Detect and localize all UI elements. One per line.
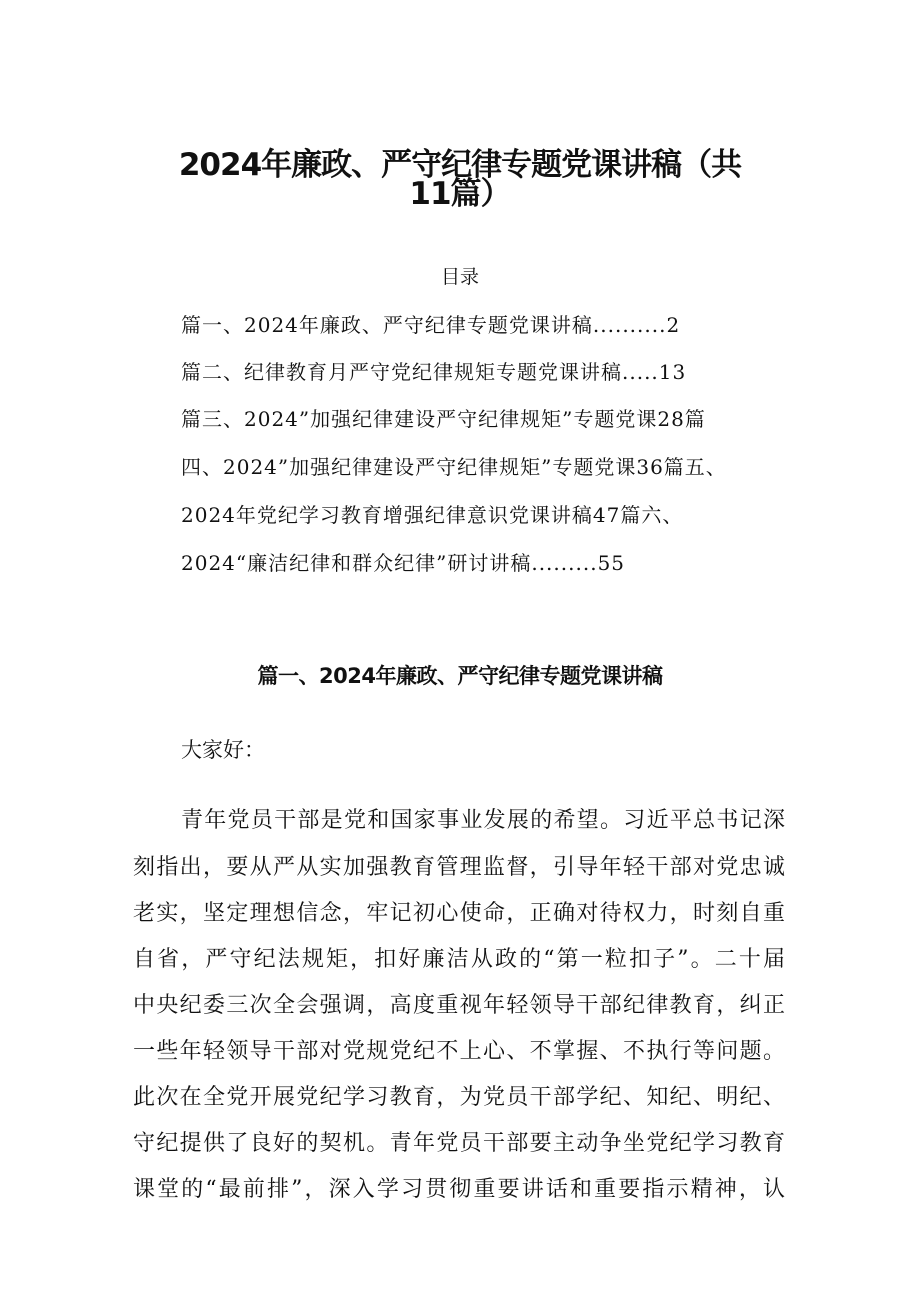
toc-entry: 2024年党纪学习教育增强纪律意识党课讲稿47篇六、 <box>181 503 684 527</box>
document-title-line-1: 2024年廉政、严守纪律专题党课讲稿（共 <box>178 147 742 183</box>
body-text-line: 刻指出，要从严从实加强教育管理监督，引导年轻干部对党忠诚 <box>133 855 785 880</box>
body-text-line: 守纪提供了良好的契机。青年党员干部要主动争坐党纪学习教育 <box>133 1131 785 1156</box>
document-title-line-2: 11篇） <box>409 176 511 212</box>
toc-entry: 篇三、2024”加强纪律建设严守纪律规矩”专题党课28篇 <box>181 407 706 431</box>
body-text-line: 中央纪委三次全会强调，高度重视年轻领导干部纪律教育，纠正 <box>133 993 785 1018</box>
body-text-line: 青年党员干部是党和国家事业发展的希望。习近平总书记深 <box>181 808 785 833</box>
toc-entry: 四、2024”加强纪律建设严守纪律规矩”专题党课36篇五、 <box>181 455 727 479</box>
body-text-line: 课堂的“最前排”，深入学习贯彻重要讲话和重要指示精神，认 <box>133 1177 785 1202</box>
body-text-line: 一些年轻领导干部对党规党纪不上心、不掌握、不执行等问题。 <box>133 1039 785 1064</box>
toc-entry: 篇一、2024年廉政、严守纪律专题党课讲稿..........2 <box>181 313 681 337</box>
body-text-line: 自省，严守纪法规矩，扣好廉洁从政的“第一粒扣子”。二十届 <box>133 947 785 972</box>
toc-entry: 篇二、纪律教育月严守党纪律规矩专题党课讲稿.....13 <box>181 360 687 384</box>
body-text-line: 老实，坚定理想信念，牢记初心使命，正确对待权力，时刻自重 <box>133 901 785 926</box>
toc-heading: 目录 <box>440 266 479 288</box>
section-title: 篇一、2024年廉政、严守纪律专题党课讲稿 <box>257 664 663 688</box>
body-text-line: 此次在全党开展党纪学习教育，为党员干部学纪、知纪、明纪、 <box>133 1085 785 1110</box>
greeting: 大家好： <box>181 738 265 762</box>
toc-entry: 2024“廉洁纪律和群众纪律”研讨讲稿.........55 <box>181 551 626 575</box>
